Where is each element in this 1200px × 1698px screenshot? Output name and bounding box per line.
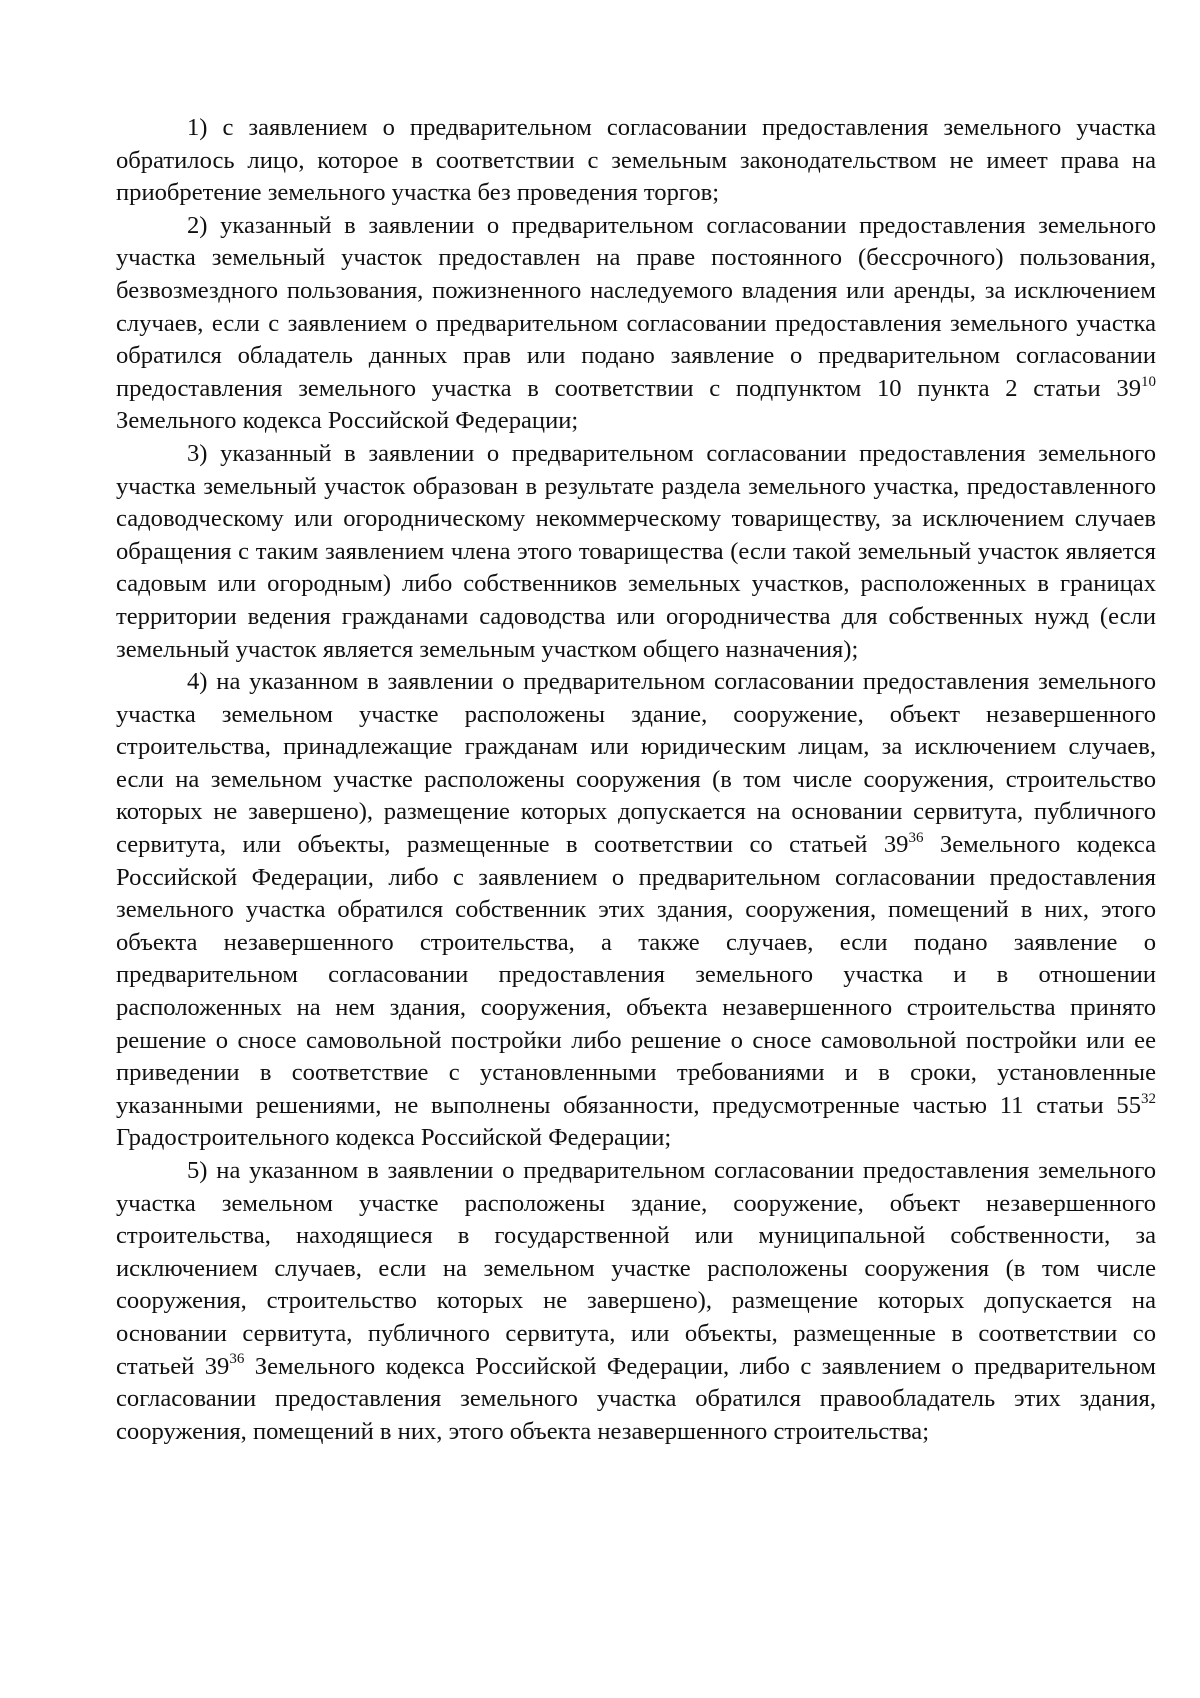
list-item-text: 1) с заявлением о предварительном согласовании предоставления земельного участка обратилось лицо, которое в соответствии с земельным законодательством не имеет права на приобретение земельного участка без проведения торгов; <box>116 114 1156 207</box>
list-item-1 <box>116 112 1156 210</box>
list-item-text: Земельного кодекса Российской Федерации; <box>116 407 579 435</box>
list-item-5 <box>116 1155 1156 1448</box>
list-item-text: 5) на указанном в заявлении о предварительном согласовании предоставления земельного участка земельном участке расположены здание, сооружение, объект незавершенного строительства, находящиеся в государственной или муниципальной собственности, за исключением случаев, если на земельном участке расположены сооружения (в том числе сооружения, строительство которых не завершено), размещение которых допускается на основании сервитута, публичного сервитута, или объекты, размещенные в соответствии со статьей 39 <box>116 1157 1156 1380</box>
document-page <box>116 112 1156 1448</box>
list-item-3 <box>116 438 1156 666</box>
article-superscript: 36 <box>229 1351 245 1368</box>
article-superscript: 36 <box>908 829 924 846</box>
list-item-4 <box>116 666 1156 1155</box>
list-item-text: 2) указанный в заявлении о предварительном согласовании предоставления земельного участка земельный участок предоставлен на праве постоянного (бессрочного) пользования, безвозмездного пользования, пожизненного наследуемого владения или аренды, за исключением случаев, если с заявлением о предварительном согласовании предоставления земельного участка обратился обладатель данных прав или подано заявление о предварительном согласовании предоставления земельного участка в соответствии с подпунктом 10 пункта 2 статьи 39 <box>116 211 1156 402</box>
list-item-text: Градостроительного кодекса Российской Федерации; <box>116 1124 672 1152</box>
list-item-text: 3) указанный в заявлении о предварительном согласовании предоставления земельного участка земельный участок образован в результате раздела земельного участка, предоставленного садоводческому или огородническому некоммерческому товариществу, за исключением случаев обращения с таким заявлением члена этого товарищества (если такой земельный участок является садовым или огородным) либо собственников земельных участков, расположенных в границах территории ведения гражданами садоводства или огородничества для собственных нужд (если земельный участок является земельным участком общего назначения); <box>116 439 1156 663</box>
article-superscript: 32 <box>1141 1090 1156 1107</box>
list-item-text: Земельного кодекса Российской Федерации, либо с заявлением о предварительном согласовании предоставления земельного участка обратился правообладатель этих здания, сооружения, помещений в них, этого объекта незавершенного строительства; <box>116 1352 1156 1445</box>
article-superscript: 10 <box>1141 373 1156 390</box>
list-item-text: 4) на указанном в заявлении о предварительном согласовании предоставления земельного участка земельном участке расположены здание, сооружение, объект незавершенного строительства, принадлежащие гражданам или юридическим лицам, за исключением случаев, если на земельном участке расположены сооружения (в том числе сооружения, строительство которых не завершено), размещение которых допускается на основании сервитута, публичного сервитута, или объекты, размещенные в соответствии со статьей 39 <box>116 668 1156 859</box>
list-item-text: Земельного кодекса Российской Федерации, либо с заявлением о предварительном согласовании предоставления земельного участка обратился собственник этих здания, сооружения, помещений в них, этого объекта незавершенного строительства, а также случаев, если подано заявление о предварительном согласовании предоставления земельного участка и в отношении расположенных на нем здания, сооружения, объекта незавершенного строительства принято решение о сносе самовольной постройки либо решение о сносе самовольной постройки или ее приведении в соответствие с установленными требованиями и в сроки, установленные указанными решениями, не выполнены обязанности, предусмотренные частью 11 статьи 55 <box>116 831 1156 1119</box>
list-item-2 <box>116 210 1156 438</box>
